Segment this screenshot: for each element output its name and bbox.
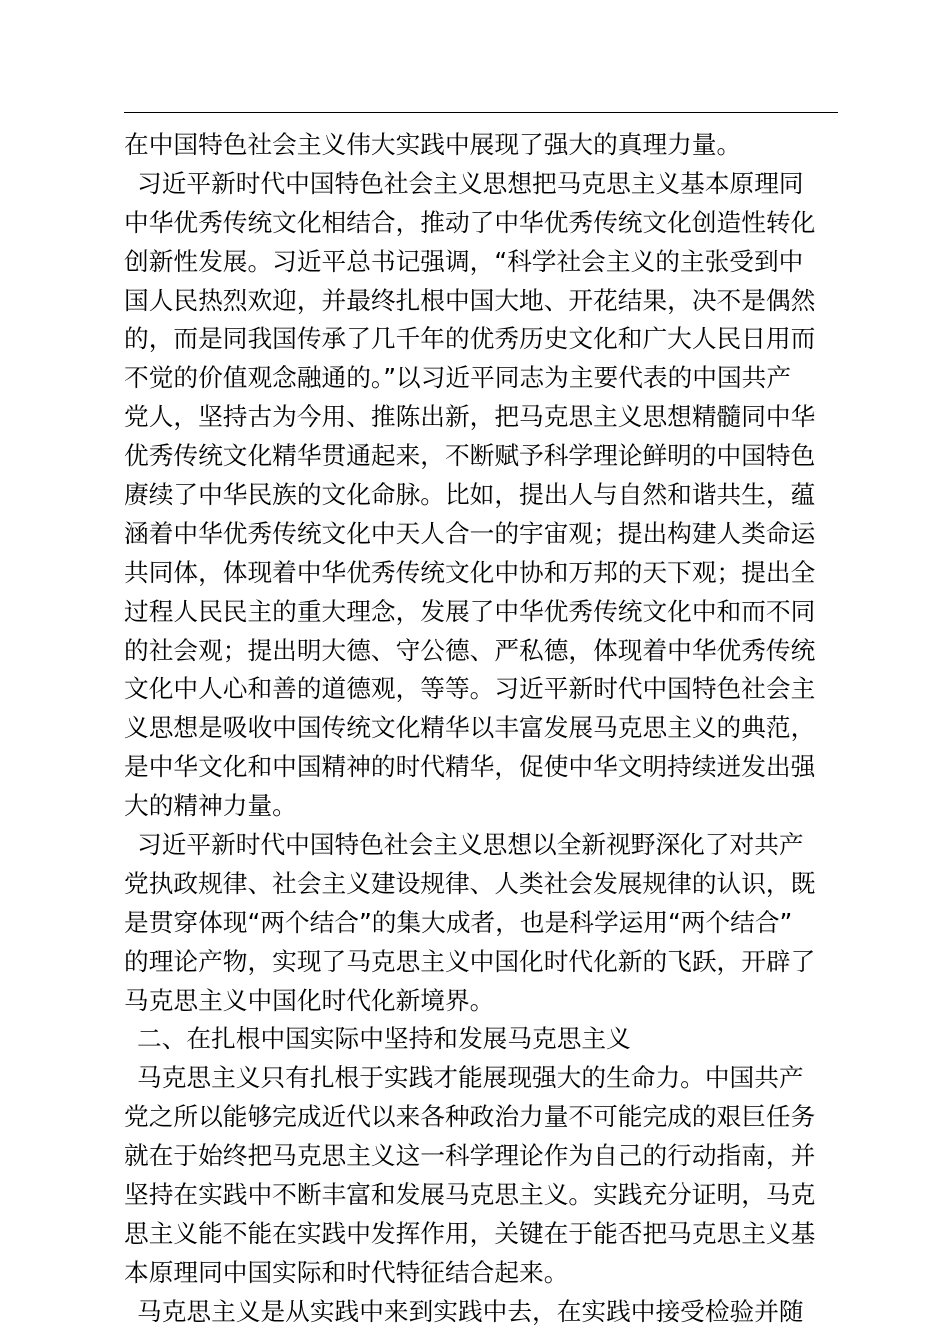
text-line: 创新性发展。习近平总书记强调，“科学社会主义的主张受到中 <box>124 246 804 276</box>
text-line: 涵着中华优秀传统文化中天人合一的宇宙观；提出构建人类命运 <box>124 518 816 548</box>
text-line: 国人民热烈欢迎，并最终扎根中国大地、开花结果，决不是偶然 <box>124 285 816 315</box>
text-line: 在中国特色社会主义伟大实践中展现了强大的真理力量。 <box>124 130 742 159</box>
text-line: 马克思主义中国化时代化新境界。 <box>124 985 495 1015</box>
text-line: 赓续了中华民族的文化命脉。比如，提出人与自然和谐共生，蕴 <box>124 480 816 510</box>
text-line: 党执政规律、社会主义建设规律、人类社会发展规律的认识，既 <box>124 868 816 898</box>
text-line: 党之所以能够完成近代以来各种政治力量不可能完成的艰巨任务 <box>124 1102 816 1132</box>
header-rule <box>124 112 838 113</box>
text-line: 中华优秀传统文化相结合，推动了中华优秀传统文化创造性转化 <box>124 207 816 237</box>
text-line: 过程人民民主的重大理念，发展了中华优秀传统文化中和而不同 <box>124 596 816 626</box>
text-line: 党人，坚持古为今用、推陈出新，把马克思主义思想精髓同中华 <box>124 402 816 432</box>
text-line: 二、在扎根中国实际中坚持和发展马克思主义 <box>137 1024 631 1054</box>
text-line: 大的精神力量。 <box>124 791 297 821</box>
text-line: 坚持在实践中不断丰富和发展马克思主义。实践充分证明，马克 <box>124 1180 816 1210</box>
text-line: 马克思主义是从实践中来到实践中去，在实践中接受检验并随 <box>137 1296 804 1326</box>
text-line: 是贯穿体现“两个结合”的集大成者，也是科学运用“两个结合” <box>124 907 793 937</box>
text-line: 马克思主义只有扎根于实践才能展现强大的生命力。中国共产 <box>137 1063 804 1093</box>
text-line: 本原理同中国实际和时代特征结合起来。 <box>124 1257 569 1287</box>
text-line: 的，而是同我国传承了几千年的优秀历史文化和广大人民日用而 <box>124 324 816 354</box>
text-line: 习近平新时代中国特色社会主义思想以全新视野深化了对共产 <box>137 830 804 860</box>
text-line: 义思想是吸收中国传统文化精华以丰富发展马克思主义的典范， <box>124 713 816 743</box>
text-line: 就在于始终把马克思主义这一科学理论作为自己的行动指南，并 <box>124 1141 816 1171</box>
text-line: 是中华文化和中国精神的时代精华，促使中华文明持续迸发出强 <box>124 752 816 782</box>
text-line: 的理论产物，实现了马克思主义中国化时代化新的飞跃，开辟了 <box>124 946 816 976</box>
text-line: 习近平新时代中国特色社会主义思想把马克思主义基本原理同 <box>137 168 804 198</box>
text-line: 优秀传统文化精华贯通起来，不断赋予科学理论鲜明的中国特色 <box>124 441 816 471</box>
text-line: 文化中人心和善的道德观，等等。习近平新时代中国特色社会主 <box>124 674 816 704</box>
text-line: 不觉的价值观念融通的。”以习近平同志为主要代表的中国共产 <box>124 363 792 393</box>
document-body <box>124 126 844 1332</box>
text-line: 思主义能不能在实践中发挥作用，关键在于能否把马克思主义基 <box>124 1218 816 1248</box>
text-line: 的社会观；提出明大德、守公德、严私德，体现着中华优秀传统 <box>124 635 816 665</box>
text-line: 共同体，体现着中华优秀传统文化中协和万邦的天下观；提出全 <box>124 557 816 587</box>
